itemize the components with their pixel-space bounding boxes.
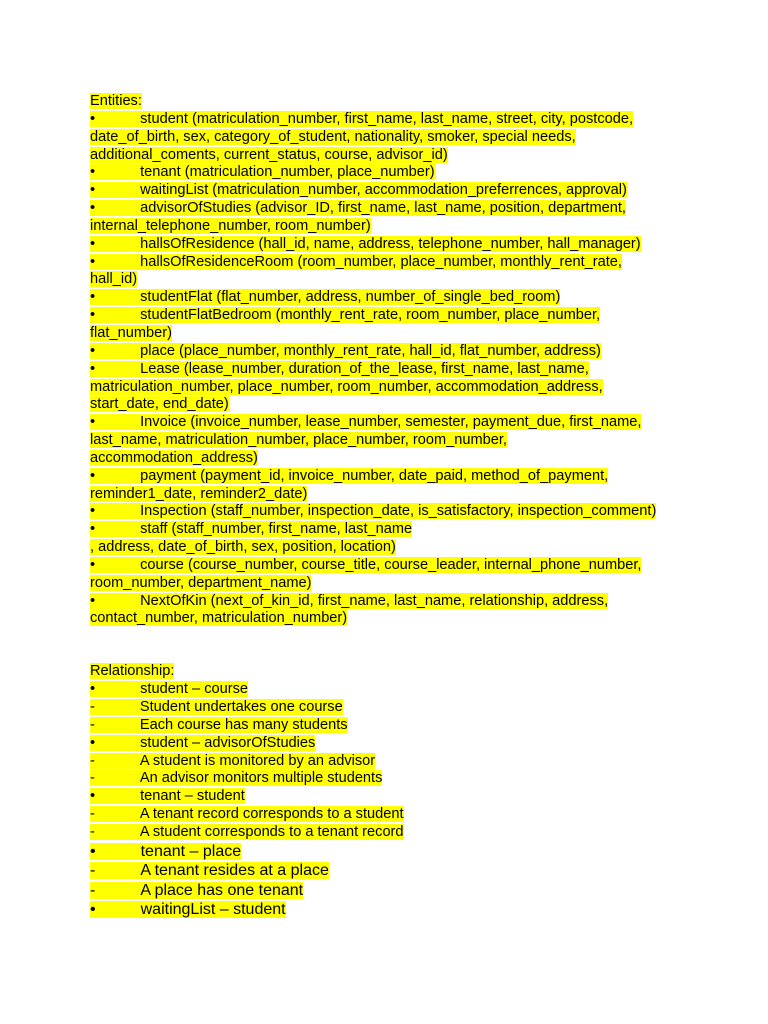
highlighted-text xyxy=(90,788,245,804)
document-line xyxy=(90,610,690,628)
dash-marker: - xyxy=(90,823,95,840)
document-line xyxy=(90,824,690,842)
line-text: student – course xyxy=(140,681,249,698)
highlighted-text xyxy=(90,753,375,769)
line-text: Inspection (staff_number, inspection_date, is_satisfactory, inspection_comment) xyxy=(140,503,657,520)
document-line xyxy=(90,717,690,735)
highlighted-text xyxy=(90,396,229,412)
highlighted-text xyxy=(90,111,633,127)
bullet-marker: • xyxy=(90,235,96,252)
bullet-marker: • xyxy=(90,681,96,698)
document-line xyxy=(90,218,690,236)
highlighted-text xyxy=(90,824,404,840)
line-text: start_date, end_date) xyxy=(90,396,229,413)
highlighted-text xyxy=(90,450,258,466)
highlighted-text xyxy=(90,325,172,341)
line-text: staff (staff_number, first_name, last_name xyxy=(140,521,413,538)
line-text: , address, date_of_birth, sex, position, location) xyxy=(90,539,396,556)
document-line xyxy=(90,539,690,557)
line-text: additional_coments, current_status, course, advisor_id) xyxy=(90,146,448,163)
line-text: contact_number, matriculation_number) xyxy=(90,610,348,627)
document-line xyxy=(90,735,690,753)
document-line xyxy=(90,699,690,717)
line-text: studentFlat (flat_number, address, number_of_single_bed_room) xyxy=(140,289,561,306)
highlighted-text xyxy=(90,610,347,626)
highlighted-text xyxy=(90,468,608,484)
highlighted-text xyxy=(90,503,656,519)
document-line xyxy=(90,129,690,147)
document-line xyxy=(90,557,690,575)
highlighted-text xyxy=(90,432,507,448)
line-text: A tenant resides at a place xyxy=(140,862,329,880)
highlighted-text xyxy=(90,882,303,899)
bullet-marker: • xyxy=(90,503,96,520)
document-line xyxy=(90,861,690,881)
highlighted-text xyxy=(90,343,601,359)
highlighted-text xyxy=(90,379,603,395)
document-line xyxy=(90,468,690,486)
line-text: student – advisorOfStudies xyxy=(140,734,316,751)
highlighted-text xyxy=(90,717,348,733)
document-line xyxy=(90,254,690,272)
document-line xyxy=(90,806,690,824)
document-line xyxy=(90,325,690,343)
highlighted-text xyxy=(90,521,412,537)
line-text: hallsOfResidence (hall_id, name, address, telephone_number, hall_manager) xyxy=(140,235,641,252)
highlighted-text xyxy=(90,164,435,180)
highlighted-text xyxy=(90,699,343,715)
document-line xyxy=(90,361,690,379)
document-line xyxy=(90,753,690,771)
bullet-marker: • xyxy=(90,342,96,359)
document-line xyxy=(90,289,690,307)
line-text: room_number, department_name) xyxy=(90,574,312,591)
bullet-marker: • xyxy=(90,253,96,270)
dash-marker: - xyxy=(90,881,96,899)
bullet-marker: • xyxy=(90,360,96,377)
document-line xyxy=(90,379,690,397)
highlighted-text xyxy=(90,486,307,502)
bullet-marker: • xyxy=(90,164,96,181)
entities-heading xyxy=(90,93,690,111)
highlighted-text xyxy=(90,361,589,377)
document-line xyxy=(90,521,690,539)
dash-marker: - xyxy=(90,699,95,715)
line-text: matriculation_number, place_number, room_number, accommodation_address, xyxy=(90,378,603,395)
line-text: tenant (matriculation_number, place_number) xyxy=(140,164,435,181)
document-line xyxy=(90,842,690,862)
relationship-heading-text: Relationship: xyxy=(90,663,175,680)
section-gap xyxy=(90,628,690,663)
highlighted-text xyxy=(90,901,286,918)
highlighted-text xyxy=(90,236,641,252)
line-text: Lease (lease_number, duration_of_the_lease, first_name, last_name, xyxy=(140,360,589,377)
line-text: place (place_number, monthly_rent_rate, hall_id, flat_number, address) xyxy=(140,342,601,359)
highlighted-text xyxy=(90,575,311,591)
highlighted-text xyxy=(90,681,248,697)
line-text: waitingList (matriculation_number, accommodation_preferrences, approval) xyxy=(140,182,627,199)
document-line xyxy=(90,271,690,289)
document-line xyxy=(90,681,690,699)
line-text: reminder1_date, reminder2_date) xyxy=(90,485,308,502)
bullet-marker: • xyxy=(90,200,96,217)
document-line xyxy=(90,575,690,593)
document-line xyxy=(90,343,690,361)
document-line xyxy=(90,182,690,200)
line-text: studentFlatBedroom (monthly_rent_rate, room_number, place_number, xyxy=(140,307,601,324)
line-text: Student undertakes one course xyxy=(139,699,343,715)
highlighted-text xyxy=(90,843,241,860)
document-line xyxy=(90,881,690,901)
highlighted-text xyxy=(90,770,382,786)
document-line xyxy=(90,486,690,504)
bullet-marker: • xyxy=(90,788,96,805)
highlighted-text xyxy=(90,862,329,879)
document-line xyxy=(90,147,690,165)
bullet-marker: • xyxy=(90,182,96,199)
highlighted-text xyxy=(90,254,622,270)
entities-list xyxy=(90,111,690,628)
line-text: tenant – place xyxy=(140,842,242,860)
bullet-marker: • xyxy=(90,901,96,919)
bullet-marker: • xyxy=(90,842,96,860)
highlighted-text xyxy=(90,271,137,287)
document-line xyxy=(90,593,690,611)
highlighted-text xyxy=(90,307,600,323)
bullet-marker: • xyxy=(90,556,96,573)
document-line xyxy=(90,200,690,218)
highlighted-text xyxy=(90,289,560,305)
highlighted-text xyxy=(90,200,626,216)
line-text: A tenant record corresponds to a student xyxy=(139,806,404,823)
highlighted-text xyxy=(90,539,396,555)
highlighted-text xyxy=(90,147,448,163)
bullet-marker: • xyxy=(90,467,96,484)
highlighted-text xyxy=(90,129,576,145)
line-text: course (course_number, course_title, course_leader, internal_phone_number, xyxy=(140,556,642,573)
dash-marker: - xyxy=(90,770,95,787)
highlighted-text xyxy=(90,806,404,822)
bullet-marker: • xyxy=(90,592,96,609)
bullet-marker: • xyxy=(90,414,96,431)
relationship-list xyxy=(90,681,690,842)
document-line xyxy=(90,307,690,325)
document-line xyxy=(90,788,690,806)
line-text: date_of_birth, sex, category_of_student, nationality, smoker, special needs, xyxy=(90,128,576,145)
line-text: accommodation_address) xyxy=(90,449,258,466)
dash-marker: - xyxy=(90,716,95,733)
line-text: student (matriculation_number, first_name, last_name, street, city, postcode, xyxy=(140,110,634,127)
relationship-list-large xyxy=(90,842,690,920)
highlighted-text xyxy=(90,735,315,751)
line-text: Invoice (invoice_number, lease_number, semester, payment_due, first_name, xyxy=(140,414,642,431)
highlighted-text xyxy=(90,182,627,198)
document-line xyxy=(90,770,690,788)
document-line xyxy=(90,164,690,182)
line-text: hall_id) xyxy=(90,271,138,288)
bullet-marker: • xyxy=(90,521,96,538)
document-line xyxy=(90,414,690,432)
highlighted-text xyxy=(90,557,641,573)
line-text: payment (payment_id, invoice_number, date_paid, method_of_payment, xyxy=(140,467,609,484)
line-text: An advisor monitors multiple students xyxy=(139,770,383,787)
line-text: Each course has many students xyxy=(139,716,348,733)
document-page xyxy=(90,93,690,920)
bullet-marker: • xyxy=(90,307,96,324)
line-text: A place has one tenant xyxy=(140,881,304,899)
line-text: A student is monitored by an advisor xyxy=(139,752,376,769)
line-text: hallsOfResidenceRoom (room_number, place_number, monthly_rent_rate, xyxy=(140,253,622,270)
entities-heading-text: Entities: xyxy=(90,93,142,109)
line-text: internal_telephone_number, room_number) xyxy=(90,217,371,234)
document-line xyxy=(90,503,690,521)
document-line xyxy=(90,236,690,254)
line-text: advisorOfStudies (advisor_ID, first_name, last_name, position, department, xyxy=(140,200,626,217)
highlighted-text xyxy=(90,218,371,234)
line-text: waitingList – student xyxy=(140,901,286,919)
bullet-marker: • xyxy=(90,734,96,751)
line-text: flat_number) xyxy=(90,324,172,341)
relationship-heading xyxy=(90,663,690,681)
highlighted-text xyxy=(90,414,641,430)
document-line xyxy=(90,111,690,129)
dash-marker: - xyxy=(90,752,95,769)
document-line xyxy=(90,450,690,468)
document-line xyxy=(90,396,690,414)
line-text: last_name, matriculation_number, place_number, room_number, xyxy=(90,432,507,449)
bullet-marker: • xyxy=(90,110,96,127)
document-line xyxy=(90,432,690,450)
document-line xyxy=(90,900,690,920)
line-text: tenant – student xyxy=(140,788,245,805)
dash-marker: - xyxy=(90,806,95,823)
line-text: A student corresponds to a tenant record xyxy=(139,823,404,840)
line-text: NextOfKin (next_of_kin_id, first_name, last_name, relationship, address, xyxy=(140,592,609,609)
dash-marker: - xyxy=(90,862,96,880)
highlighted-text xyxy=(90,593,608,609)
bullet-marker: • xyxy=(90,289,96,306)
